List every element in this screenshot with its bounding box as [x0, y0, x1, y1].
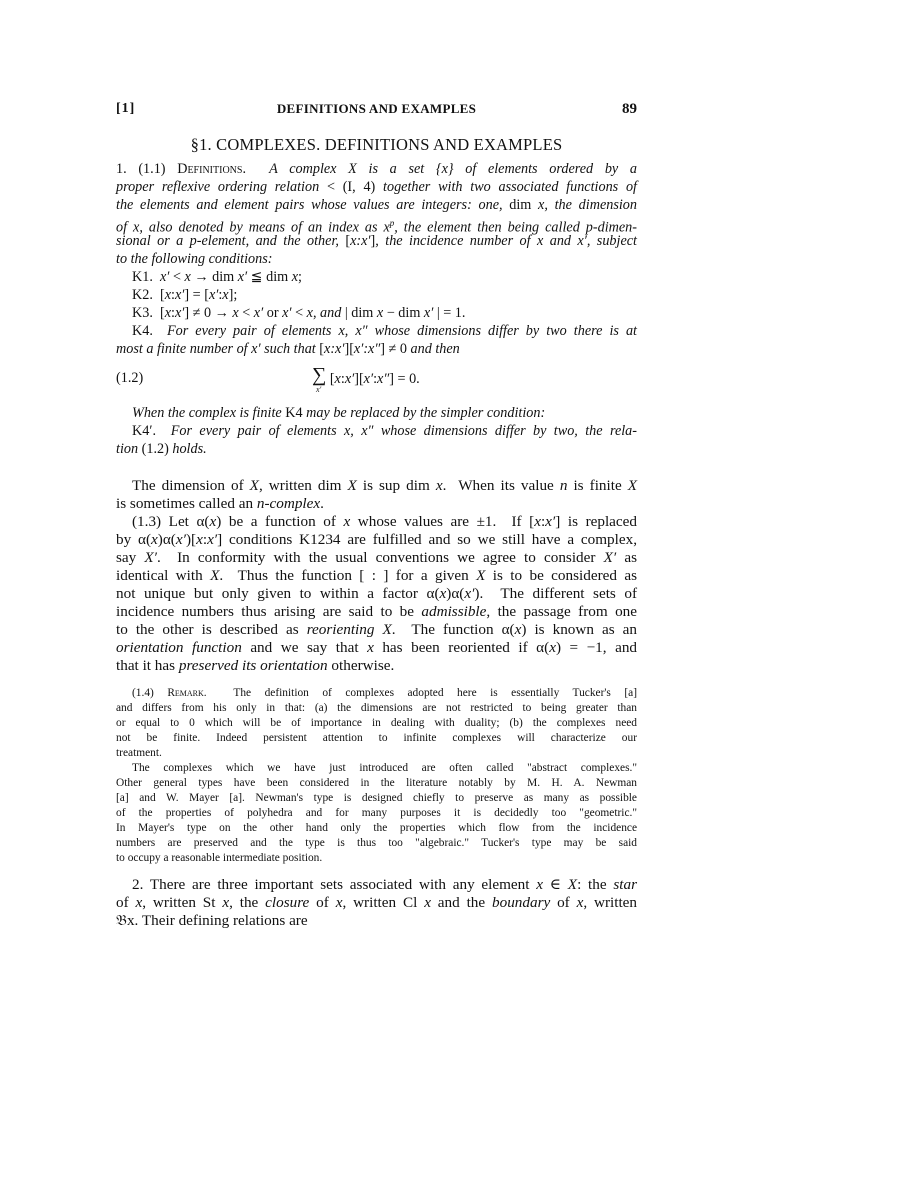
- finite-line: tion (1.2) holds.: [116, 441, 207, 457]
- remark-line: treatment.: [116, 747, 162, 759]
- remark-line: of the properties of polyhedra and for many purposes it is decidedly too "geometric.": [116, 807, 637, 819]
- header-page-number: 89: [622, 101, 637, 117]
- body-line: say X′. In conformity with the usual conventions we agree to consider X′ as: [116, 549, 638, 566]
- condition-k4-cont: most a finite number of x′ such that [x:x′][x′:x″] ≠ 0 and then: [116, 341, 460, 357]
- closing-line: 2. There are three important sets associated with any element x ∈ X: the star: [132, 876, 637, 893]
- section-title: §1. COMPLEXES. DEFINITIONS AND EXAMPLES: [190, 135, 563, 154]
- body-line: incidence numbers thus arising are said to be admissible, the passage from one: [116, 603, 637, 620]
- running-header: [116, 101, 637, 121]
- body-line: not unique but only given to within a factor α(x)α(x′). The different sets of: [116, 585, 638, 602]
- remark-line: [a] and W. Mayer [a]. Newman's type is designed chiefly to preserve as many as possible: [116, 792, 637, 804]
- remark-line: The complexes which we have just introduced are often called "abstract complexes.": [132, 762, 637, 774]
- body-line: to the other is described as reorienting X. The function α(x) is known as an: [116, 621, 637, 638]
- header-running-title: DEFINITIONS AND EXAMPLES: [276, 101, 477, 116]
- remark-line: numbers are preserved and the type is thus too "algebraic." Tucker's type may be said: [116, 837, 637, 849]
- remark-line: In Mayer's type on the other hand only the properties which flow from the incidence: [116, 822, 637, 834]
- condition-k1: K1. x′ < x → dim x′ ≦ dim x;: [132, 269, 302, 285]
- definition-line: to the following conditions:: [116, 251, 273, 267]
- body-line: that it has preserved its orientation otherwise.: [116, 657, 395, 674]
- remark-line: Other general types have been considered in the literature notably by M. H. A. Newman: [116, 777, 637, 789]
- header-section-number: [1]: [116, 101, 136, 116]
- definition-line: proper reflexive ordering relation < (I, 4) together with two associated functions of: [116, 179, 637, 195]
- condition-k3: K3. [x:x′] ≠ 0 → x < x′ or x′ < x, and | dim x − dim x′ | = 1.: [132, 305, 466, 321]
- definition-line: 1. (1.1) Definitions. A complex X is a set {x} of elements ordered by a: [116, 161, 637, 177]
- definition-line: the elements and element pairs whose values are integers: one, dim x, the dimension: [116, 197, 637, 213]
- body-line: orientation function and we say that x has been reoriented if α(x) = −1, and: [116, 639, 638, 656]
- body-line: by α(x)α(x′)[x:x′] conditions K1234 are fulfilled and so we still have a complex,: [116, 531, 637, 548]
- closing-line: of x, written St x, the closure of x, written Cl x and the boundary of x, written: [116, 894, 638, 911]
- remark-line: and differs from his only in that: (a) the dimensions are not restricted to being greater than: [116, 702, 637, 714]
- equation-expression: ∑ [x:x′][x′:x″] = 0.: [312, 364, 420, 387]
- body-line: is sometimes called an n-complex.: [116, 495, 324, 512]
- sum-symbol: ∑: [312, 364, 327, 386]
- definition-line: sional or a p-element, and the other, [x:x′], the incidence number of x and x′, subject: [116, 233, 637, 249]
- equation-label: (1.2): [116, 370, 144, 386]
- body-line: (1.3) Let α(x) be a function of x whose values are ±1. If [x:x′] is replaced: [132, 513, 637, 530]
- condition-k4: K4. For every pair of elements x, x″ whose dimensions differ by two there is at: [132, 323, 637, 339]
- definition-line: of x, also denoted by means of an index as $x^p$, the element then being called p-dimen-: [116, 218, 637, 236]
- closing-line: 𝔅x. Their defining relations are: [116, 912, 308, 929]
- body-line: identical with X. Thus the function [ : ] for a given X is to be considered as: [116, 567, 638, 584]
- finite-line: When the complex is finite K4 may be replaced by the simpler condition:: [132, 405, 546, 421]
- remark-line: or equal to 0 which will be of importance in dealing with duality; (b) the complexes need: [116, 717, 637, 729]
- condition-k2: K2. [x:x′] = [x′:x];: [132, 287, 238, 303]
- sum-index: x′: [316, 385, 322, 394]
- remark-line: (1.4) Remark. The definition of complexes adopted here is essentially Tucker's [a]: [132, 687, 637, 699]
- body-line: The dimension of X, written dim X is sup dim x. When its value n is finite X: [132, 477, 638, 494]
- remark-line: to occupy a reasonable intermediate position.: [116, 852, 323, 864]
- remark-line: not be finite. Indeed persistent attention to infinite complexes will characterize our: [116, 732, 637, 744]
- finite-line: K4′. For every pair of elements x, x″ whose dimensions differ by two, the rela-: [132, 423, 637, 439]
